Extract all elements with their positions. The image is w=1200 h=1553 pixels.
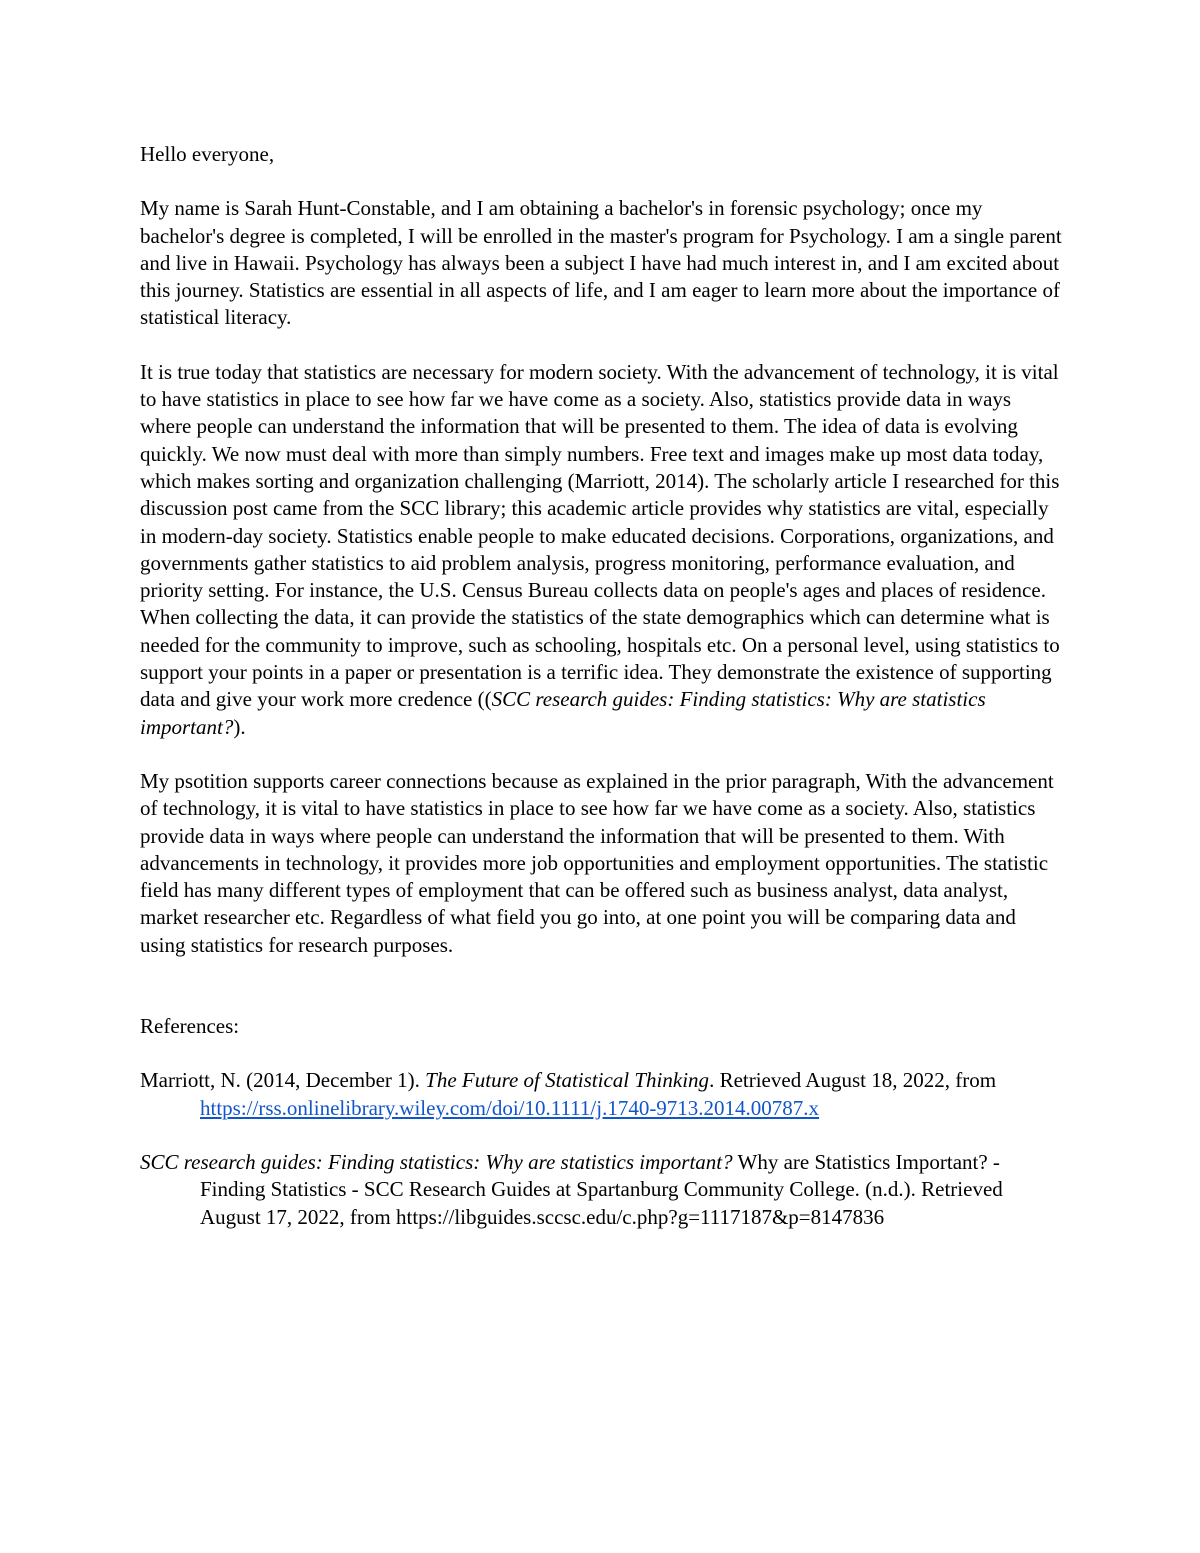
career-connections-paragraph: My psotition supports career connections because as explained in the prior paragraph, With the advancement of technology, it is vital to have statistics in place to see how far we have come as a society. Also, statistics provide data in ways where people can understand the information that will be presented to them. With advancements in technology, it provides more job opportunities and employment opportunities. The statistic field has many different types of employment that can be offered such as business analyst, data analyst, market researcher etc. Regardless of what field you go into, at one point you will be comparing data and using statistics for research purposes.	[140, 768, 1054, 957]
reference-marriott	[140, 1067, 1065, 1122]
references-heading: References:	[140, 1014, 240, 1039]
paragraph-closing: ).	[233, 714, 246, 739]
citation-italic: SCC research guides: Finding statistics: Why are statistics important?	[140, 687, 986, 739]
reference-author: Marriott, N. (2014, December 1).	[140, 1068, 426, 1093]
reference-scc	[140, 1149, 1065, 1231]
greeting: Hello everyone,	[140, 142, 275, 166]
paragraph-text: It is true today that statistics are necessary for modern society. With the advancement of technology, it is vital to have statistics in place to see how far we have come as a society. Also, statistics provide data in ways where people can understand the information that will be presented to them. The idea of data is evolving quickly. We now must deal with more than simply numbers. Free text and images make up most data today, which makes sorting and organization challenging (Marriott, 2014). The scholarly article I researched for this discussion post came from the SCC library; this academic article provides why statistics are vital, especially in modern-day society. Statistics enable people to make educated decisions. Corporations, organizations, and governments gather statistics to aid problem analysis, progress monitoring, performance evaluation, and priority setting. For instance, the U.S. Census Bureau collects data on people's ages and places of residence. When collecting the data, it can provide the statistics of the state demographics which can determine what is needed for the community to improve, such as schooling, hospitals etc. On a personal level, using statistics to support your points in a paper or presentation is a terrific idea. They demonstrate the existence of supporting data and give your work more credence ((	[140, 359, 1060, 712]
reference-details: Why are Statistics Important? - Finding Statistics - SCC Research Guides at Spartanburg Community College. (n.d.). Retrieved August 17, 2022, from https://libguides.sccsc.edu/c.php?g=1117187&p=8147836	[200, 1149, 1003, 1229]
reference-title: SCC research guides: Finding statistics: Why are statistics important?	[140, 1149, 733, 1174]
reference-title: The Future of Statistical Thinking	[425, 1068, 710, 1093]
reference-link[interactable]: https://rss.onlinelibrary.wiley.com/doi/10.1111/j.1740-9713.2014.00787.x	[200, 1095, 820, 1120]
intro-paragraph: My name is Sarah Hunt-Constable, and I am obtaining a bachelor's in forensic psychology; once my bachelor's degree is completed, I will be enrolled in the master's program for Psychology. I am a single parent and live in Hawaii. Psychology has always been a subject I have had much interest in, and I am excited about this journey. Statistics are essential in all aspects of life, and I am eager to learn more about the importance of statistical literacy.	[140, 196, 1062, 330]
document-page	[140, 141, 1065, 1258]
reference-retrieved: . Retrieved August 18, 2022, from	[709, 1068, 997, 1093]
statistics-importance-paragraph	[140, 359, 1065, 741]
